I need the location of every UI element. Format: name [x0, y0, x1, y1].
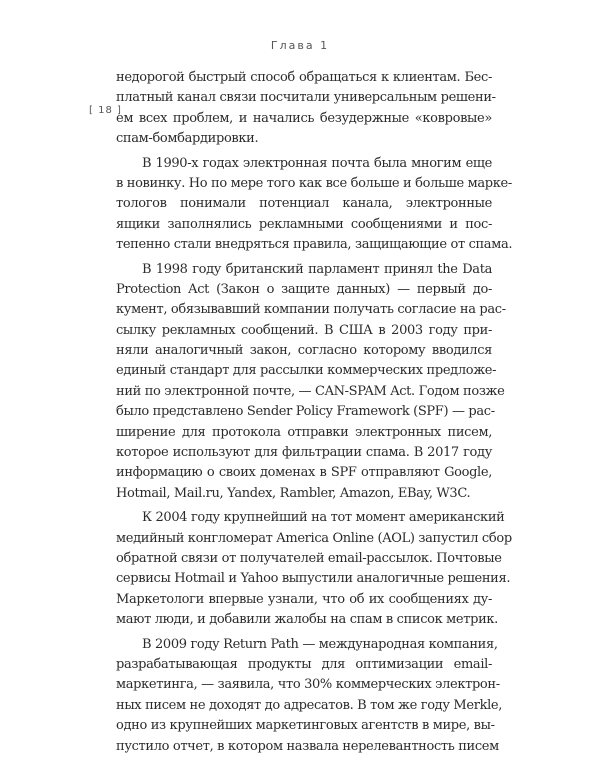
text-line: тологов понимали потенциал канала, электронные	[116, 196, 492, 212]
text-line: сервисы Hotmail и Yahoo выпустили аналогичные решения.	[116, 571, 511, 587]
text-line: разрабатывающая продукты для оптимизации email-	[116, 656, 492, 672]
text-line: в новинку. Но по мере того как все больше и больше марке-	[116, 175, 512, 191]
text-line: ных писем не доходят до адресатов. В том же году Merkle,	[116, 697, 503, 713]
text-line: пустило отчет, в котором назвала нерелевантность писем	[116, 738, 499, 754]
text-line: Hotmail, Mail.ru, Yandex, Rambler, Amazon, EBay, W3C.	[116, 485, 471, 501]
running-head: Глава 1	[270, 39, 330, 52]
paragraph	[116, 635, 503, 757]
text-line: В 1990-х годах электронная почта была многим еще	[142, 155, 492, 171]
text-line: единый стандарт для рассылки коммерческих предложе-	[116, 363, 497, 379]
text-line: медийный конгломерат America Online (AOL) запустил сбор	[116, 530, 512, 546]
body-text	[116, 68, 513, 757]
text-line: тепенно стали внедряться правила, защищающие от спама.	[116, 237, 513, 253]
text-line: спам-бомбардировки.	[116, 131, 259, 147]
text-line: обратной связи от получателей email-рассылок. Почтовые	[116, 550, 502, 566]
text-line: Маркетологи впервые узнали, что об их сообщениях ду-	[116, 591, 492, 607]
text-line: платный канал связи посчитали универсальным решени-	[116, 90, 496, 106]
text-line: В 2009 году Return Path — международная компания,	[142, 636, 498, 652]
text-line: В 1998 году британский парламент принял the Data	[142, 261, 492, 277]
text-line: маркетинга, — заявила, что 30% коммерческих электрон-	[116, 677, 500, 693]
text-line: кумент, обязывавший компании получать согласие на рас-	[116, 302, 506, 318]
text-line: одно из крупнейших маркетинговых агентств в мире, вы-	[116, 718, 495, 734]
paragraph	[116, 508, 512, 630]
paragraph	[116, 154, 513, 256]
text-line: Protection Act (Закон о защите данных) — первый до-	[116, 281, 492, 297]
text-line: сылку рекламных сообщений. В США в 2003 году при-	[116, 322, 492, 338]
text-line: ширение для протокола отправки электронных писем,	[116, 424, 492, 440]
text-line: мают люди, и добавили жалобы на спам в список метрик.	[116, 612, 498, 628]
text-line: недорогой быстрый способ обращаться к клиентам. Бес-	[116, 70, 492, 85]
text-line: которое используют для фильтрации спама. В 2017 году	[116, 445, 492, 461]
text-line: няли аналогичный закон, согласно которому вводился	[116, 343, 492, 359]
text-line: ем всех проблем, и начались безудержные «ковровые»	[116, 110, 492, 126]
text-line: ящики заполнялись рекламными сообщениями и пос-	[116, 216, 492, 232]
text-line: К 2004 году крупнейший на тот момент американский	[142, 510, 505, 526]
text-line: было представлено Sender Policy Framework (SPF) — рас-	[116, 404, 495, 420]
paragraph	[116, 68, 496, 150]
text-line: ний по электронной почте, — CAN-SPAM Act. Годом позже	[116, 383, 505, 399]
text-line: информацию о своих доменах в SPF отправляют Google,	[116, 465, 492, 481]
page-number: [ 18 ]	[89, 105, 122, 116]
paragraph	[116, 260, 506, 505]
